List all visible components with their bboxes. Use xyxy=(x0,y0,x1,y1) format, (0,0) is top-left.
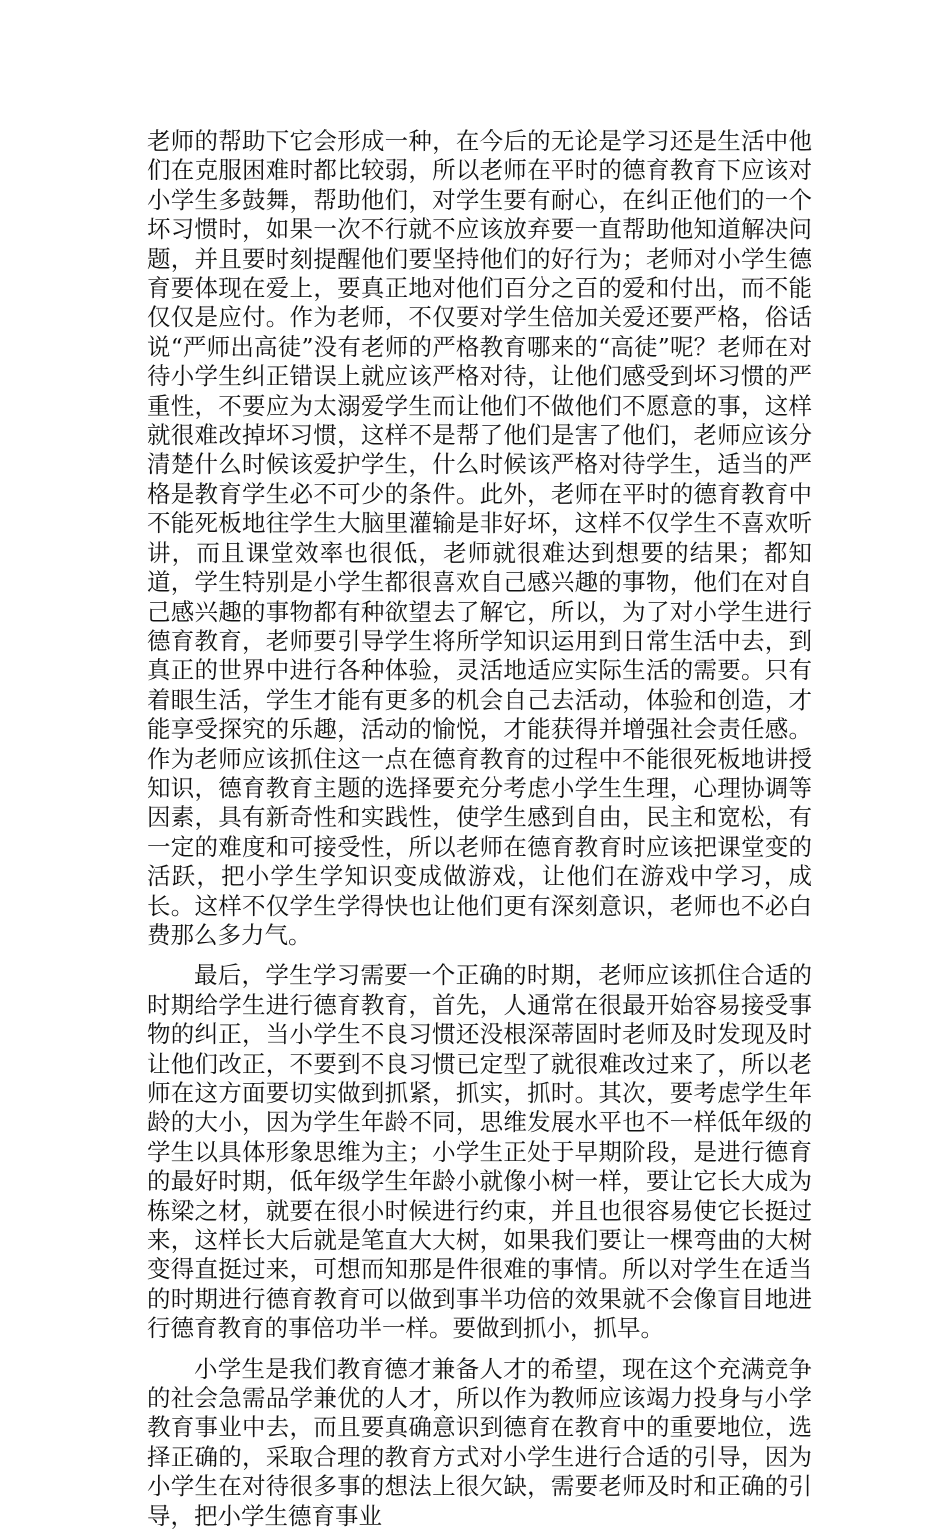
paragraph-conclusion: 小学生是我们教育德才兼备人才的希望，现在这个充满竞争的社会急需品学兼优的人才，所以作为教师应该竭力投身与小学教育事业中去，而且要真确意识到德育在教育中的重要地位，选择正确的，采取合理的教育方式对小学生进行合适的引导，因为小学生在对待很多事的想法上很欠缺，需要老师及时和正确的引导，把小学生德育事业 xyxy=(147,1354,812,1530)
paragraph-timing: 最后，学生学习需要一个正确的时期，老师应该抓住合适的时期给学生进行德育教育，首先，人通常在很最开始容易接受事物的纠正，当小学生不良习惯还没根深蒂固时老师及时发现及时让他们改正，不要到不良习惯已定型了就很难改过来了，所以老师在这方面要切实做到抓紧，抓实，抓时。其次，要考虑学生年龄的大小，因为学生年龄不同，思维发展水平也不一样低年级的学生以具体形象思维为主；小学生正处于早期阶段，是进行德育的最好时期，低年级学生年龄小就像小树一样，要让它长大成为栋梁之材，就要在很小时候进行约束，并且也很容易使它长挺过来，这样长大后就是笔直大大树，如果我们要让一棵弯曲的大树变得直挺过来，可想而知那是件很难的事情。所以对学生在适当的时期进行德育教育可以做到事半功倍的效果就不会像盲目地进行德育教育的事倍功半一样。要做到抓小，抓早。 xyxy=(147,961,812,1343)
document-page xyxy=(147,127,812,1531)
paragraph-continued: 老师的帮助下它会形成一种，在今后的无论是学习还是生活中他们在克服困难时都比较弱，所以老师在平时的德育教育下应该对小学生多鼓舞，帮助他们，对学生要有耐心，在纠正他们的一个坏习惯时，如果一次不行就不应该放弃要一直帮助他知道解决问题，并且要时刻提醒他们要坚持他们的好行为；老师对小学生德育要体现在爱上，要真正地对他们百分之百的爱和付出，而不能仅仅是应付。作为老师，不仅要对学生倍加关爱还要严格，俗话说“严师出高徒”没有老师的严格教育哪来的“高徒”呢？老师在对待小学生纠正错误上就应该严格对待，让他们感受到坏习惯的严重性，不要应为太溺爱学生而让他们不做他们不愿意的事，这样就很难改掉坏习惯，这样不是帮了他们是害了他们，老师应该分清楚什么时候该爱护学生，什么时候该严格对待学生，适当的严格是教育学生必不可少的条件。此外，老师在平时的德育教育中不能死板地往学生大脑里灌输是非好坏，这样不仅学生不喜欢听讲，而且课堂效率也很低，老师就很难达到想要的结果；都知道，学生特别是小学生都很喜欢自己感兴趣的事物，他们在对自己感兴趣的事物都有种欲望去了解它，所以，为了对小学生进行德育教育，老师要引导学生将所学知识运用到日常生活中去，到真正的世界中进行各种体验，灵活地适应实际生活的需要。只有着眼生活，学生才能有更多的机会自己去活动，体验和创造，才能享受探究的乐趣，活动的愉悦，才能获得并增强社会责任感。作为老师应该抓住这一点在德育教育的过程中不能很死板地讲授知识，德育教育主题的选择要充分考虑小学生生理，心理协调等因素，具有新奇性和实践性，使学生感到自由，民主和宽松，有一定的难度和可接受性，所以老师在德育教育时应该把课堂变的活跃，把小学生学知识变成做游戏，让他们在游戏中学习，成长。这样不仅学生学得快也让他们更有深刻意识，老师也不必白费那么多力气。 xyxy=(147,127,812,949)
